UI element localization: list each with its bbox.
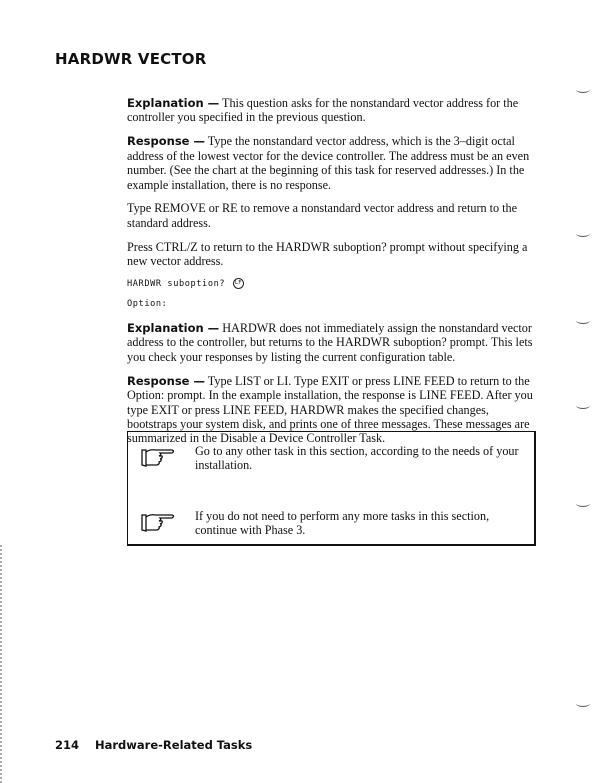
paragraph-text: HARDWR does not immediately assign the nonstandard vector address to the controller, but returns to the HARDWR suboption? prompt. This lets you check your responses by listing the current configuration table. xyxy=(127,321,533,364)
page-title: HARDWR VECTOR xyxy=(55,50,207,68)
margin-mark xyxy=(576,500,590,507)
next-steps-box xyxy=(127,431,536,546)
page-number: 214 xyxy=(55,738,80,752)
binding-edge xyxy=(0,545,2,783)
pointing-hand-icon xyxy=(140,446,176,468)
lead-explanation: Explanation — xyxy=(127,321,220,336)
paragraph-ctrl-z: Press CTRL/Z to return to the HARDWR suboption? prompt without specifying a new vector address. xyxy=(127,239,528,269)
lead-response: Response — xyxy=(127,373,205,388)
terminal-line: Option: xyxy=(127,299,168,310)
paragraph-text: This question asks for the nonstandard vector address for the controller you specified in the previous question. xyxy=(127,96,519,125)
margin-mark xyxy=(576,86,590,93)
pointing-hand-icon xyxy=(140,511,176,533)
lead-response: Response — xyxy=(127,134,205,149)
paragraph-explanation-1 xyxy=(127,96,537,125)
paragraph-text: Type the nonstandard vector address, which is the 3–digit octal address of the lowest vector for the device controller. The address must be an even number. (See the chart at the beginning of this task for reserved addresses.) In the example installation, there is no response. xyxy=(127,134,530,192)
terminal-prompt: HARDWR suboption? xyxy=(127,279,226,290)
page-footer xyxy=(55,738,252,752)
body-text xyxy=(127,96,537,455)
paragraph-explanation-2 xyxy=(127,321,537,364)
margin-mark xyxy=(576,317,590,324)
terminal-output xyxy=(127,278,537,310)
note-text: Go to any other task in this section, according to the needs of your installation. xyxy=(195,444,519,473)
section-name: Hardware-Related Tasks xyxy=(95,738,253,752)
margin-mark xyxy=(576,230,590,237)
note-text: If you do not need to perform any more tasks in this section, continue with Phase 3. xyxy=(195,509,490,538)
terminal-line xyxy=(127,278,537,290)
lead-explanation: Explanation — xyxy=(127,96,220,110)
margin-mark xyxy=(576,700,590,707)
paragraph-remove: Type REMOVE or RE to remove a nonstandard vector address and return to the standard address. xyxy=(127,201,518,230)
paragraph-text: Type LIST or LI. Type EXIT or press LINE FEED to return to the Option: prompt. In the example installation, the response is LINE FEED. After you type EXIT or press LINE FEED, HARDWR makes the specified changes, bootstraps your system disk, and prints one of three messages. These messages are summarized in the Disable a Device Controller Task. xyxy=(127,373,533,446)
margin-mark xyxy=(576,402,590,409)
line-feed-key-icon: LF xyxy=(233,278,244,289)
paragraph-response-1 xyxy=(127,134,537,192)
